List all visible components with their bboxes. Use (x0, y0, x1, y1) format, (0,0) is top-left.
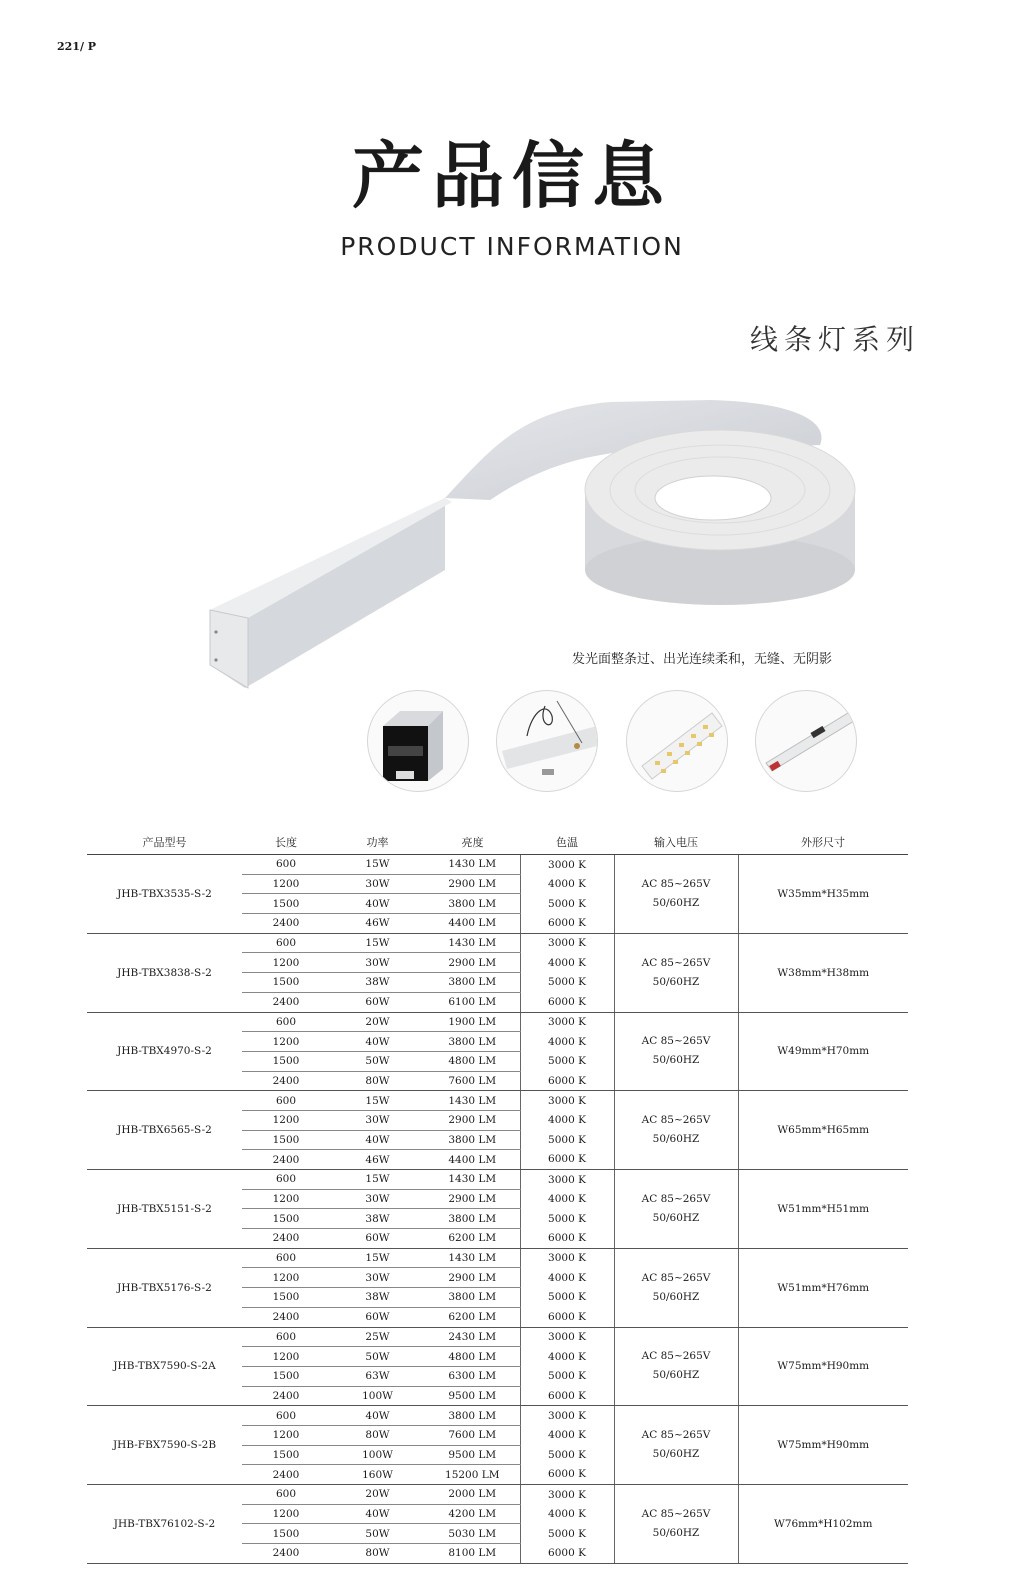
voltage-range: AC 85~265V (641, 1350, 711, 1363)
header-color-temp: 色温 (520, 830, 614, 855)
flux-cell: 3800 LM (425, 894, 520, 914)
model-cell: JHB-TBX6565-S-2 (87, 1091, 242, 1170)
dimensions-cell: W49mm*H70mm (738, 1012, 908, 1091)
power-cell: 25W (330, 1327, 425, 1347)
color-temp-cell: 4000 K (520, 1110, 614, 1130)
flux-cell: 15200 LM (425, 1465, 520, 1485)
page-number: 221/ P (57, 40, 97, 53)
flux-cell: 8100 LM (425, 1544, 520, 1564)
color-temp-cell: 5000 K (520, 1524, 614, 1544)
color-temp-cell: 6000 K (520, 1386, 614, 1406)
spec-table-header (87, 830, 908, 855)
power-cell: 15W (330, 855, 425, 875)
model-cell: JHB-TBX3838-S-2 (87, 933, 242, 1012)
dimensions-cell: W35mm*H35mm (738, 855, 908, 934)
power-cell: 40W (330, 894, 425, 914)
color-temp-cell: 3000 K (520, 1248, 614, 1268)
table-row (87, 855, 908, 875)
flux-cell: 2900 LM (425, 953, 520, 973)
flux-cell: 1430 LM (425, 933, 520, 953)
model-cell: JHB-FBX7590-S-2B (87, 1406, 242, 1485)
table-row (87, 1091, 908, 1111)
voltage-frequency: 50/60HZ (652, 1290, 700, 1303)
flux-cell: 6100 LM (425, 992, 520, 1012)
color-temp-cell: 3000 K (520, 1091, 614, 1111)
color-temp-cell: 5000 K (520, 1288, 614, 1308)
model-cell: JHB-TBX3535-S-2 (87, 855, 242, 934)
flux-cell: 2900 LM (425, 1189, 520, 1209)
voltage-range: AC 85~265V (641, 1271, 711, 1284)
length-cell: 2400 (242, 1229, 330, 1249)
table-row (87, 1012, 908, 1032)
color-temp-cell: 3000 K (520, 1327, 614, 1347)
model-cell: JHB-TBX7590-S-2A (87, 1327, 242, 1406)
power-cell: 46W (330, 914, 425, 934)
voltage-range: AC 85~265V (641, 877, 711, 890)
length-cell: 2400 (242, 1071, 330, 1091)
dimensions-cell: W75mm*H90mm (738, 1327, 908, 1406)
color-temp-cell: 5000 K (520, 1209, 614, 1229)
power-cell: 20W (330, 1485, 425, 1505)
flux-cell: 7600 LM (425, 1071, 520, 1091)
length-cell: 1500 (242, 1366, 330, 1386)
color-temp-cell: 3000 K (520, 855, 614, 875)
color-temp-cell: 5000 K (520, 1051, 614, 1071)
dimensions-cell: W76mm*H102mm (738, 1485, 908, 1564)
power-cell: 30W (330, 874, 425, 894)
flux-cell: 5030 LM (425, 1524, 520, 1544)
power-cell: 15W (330, 1091, 425, 1111)
power-cell: 15W (330, 1248, 425, 1268)
model-cell: JHB-TBX4970-S-2 (87, 1012, 242, 1091)
length-cell: 1500 (242, 1445, 330, 1465)
color-temp-cell: 3000 K (520, 1406, 614, 1426)
color-temp-cell: 6000 K (520, 1071, 614, 1091)
color-temp-cell: 5000 K (520, 973, 614, 993)
length-cell: 1200 (242, 1110, 330, 1130)
length-cell: 1500 (242, 1051, 330, 1071)
length-cell: 2400 (242, 1386, 330, 1406)
flux-cell: 2900 LM (425, 1268, 520, 1288)
dimensions-cell: W51mm*H76mm (738, 1248, 908, 1327)
power-cell: 38W (330, 973, 425, 993)
power-cell: 46W (330, 1150, 425, 1170)
power-cell: 38W (330, 1209, 425, 1229)
table-row (87, 1327, 908, 1347)
flux-cell: 1430 LM (425, 855, 520, 875)
flux-cell: 1430 LM (425, 1091, 520, 1111)
flux-cell: 9500 LM (425, 1445, 520, 1465)
flux-cell: 2900 LM (425, 874, 520, 894)
power-cell: 160W (330, 1465, 425, 1485)
power-cell: 40W (330, 1130, 425, 1150)
table-row (87, 1248, 908, 1268)
color-temp-cell: 4000 K (520, 1425, 614, 1445)
power-cell: 100W (330, 1386, 425, 1406)
model-cell: JHB-TBX76102-S-2 (87, 1485, 242, 1564)
length-cell: 1500 (242, 1288, 330, 1308)
table-row (87, 1406, 908, 1426)
voltage-frequency: 50/60HZ (652, 975, 700, 988)
header-length: 长度 (242, 830, 330, 855)
color-temp-cell: 3000 K (520, 933, 614, 953)
color-temp-cell: 5000 K (520, 1130, 614, 1150)
voltage-cell (614, 1170, 738, 1249)
table-row (87, 933, 908, 953)
length-cell: 600 (242, 1091, 330, 1111)
power-cell: 63W (330, 1366, 425, 1386)
voltage-cell (614, 1406, 738, 1485)
power-cell: 60W (330, 1307, 425, 1327)
driver-power-image (755, 690, 857, 792)
power-cell: 30W (330, 1268, 425, 1288)
length-cell: 2400 (242, 1150, 330, 1170)
color-temp-cell: 5000 K (520, 1366, 614, 1386)
power-cell: 60W (330, 992, 425, 1012)
length-cell: 2400 (242, 914, 330, 934)
voltage-range: AC 85~265V (641, 1114, 711, 1127)
power-cell: 50W (330, 1524, 425, 1544)
power-cell: 60W (330, 1229, 425, 1249)
flux-cell: 4800 LM (425, 1051, 520, 1071)
flux-cell: 2430 LM (425, 1327, 520, 1347)
color-temp-cell: 4000 K (520, 1268, 614, 1288)
color-temp-cell: 6000 K (520, 914, 614, 934)
header-luminous-flux: 亮度 (425, 830, 520, 855)
header-model: 产品型号 (87, 830, 242, 855)
length-cell: 1200 (242, 1268, 330, 1288)
power-cell: 100W (330, 1445, 425, 1465)
length-cell: 1200 (242, 1425, 330, 1445)
color-temp-cell: 4000 K (520, 1189, 614, 1209)
length-cell: 600 (242, 1170, 330, 1190)
power-cell: 50W (330, 1347, 425, 1367)
power-cell: 30W (330, 1110, 425, 1130)
length-cell: 1500 (242, 1130, 330, 1150)
dimensions-cell: W65mm*H65mm (738, 1091, 908, 1170)
flux-cell: 3800 LM (425, 1288, 520, 1308)
flux-cell: 6200 LM (425, 1307, 520, 1327)
flux-cell: 3800 LM (425, 1032, 520, 1052)
voltage-frequency: 50/60HZ (652, 1448, 700, 1461)
color-temp-cell: 5000 K (520, 894, 614, 914)
voltage-frequency: 50/60HZ (652, 1369, 700, 1382)
length-cell: 600 (242, 1327, 330, 1347)
flux-cell: 4400 LM (425, 914, 520, 934)
model-cell: JHB-TBX5176-S-2 (87, 1248, 242, 1327)
voltage-range: AC 85~265V (641, 1429, 711, 1442)
power-cell: 30W (330, 953, 425, 973)
voltage-range: AC 85~265V (641, 1035, 711, 1048)
color-temp-cell: 6000 K (520, 992, 614, 1012)
led-board-image (626, 690, 728, 792)
voltage-cell (614, 1012, 738, 1091)
color-temp-cell: 6000 K (520, 1465, 614, 1485)
length-cell: 1200 (242, 874, 330, 894)
length-cell: 600 (242, 1248, 330, 1268)
profile-section-image (367, 690, 469, 792)
color-temp-cell: 6000 K (520, 1307, 614, 1327)
voltage-cell (614, 855, 738, 934)
flux-cell: 1430 LM (425, 1248, 520, 1268)
length-cell: 600 (242, 933, 330, 953)
power-cell: 80W (330, 1544, 425, 1564)
length-cell: 2400 (242, 1465, 330, 1485)
length-cell: 1200 (242, 1189, 330, 1209)
flux-cell: 3800 LM (425, 1130, 520, 1150)
length-cell: 1200 (242, 1504, 330, 1524)
flux-cell: 4800 LM (425, 1347, 520, 1367)
spec-table (87, 830, 908, 1564)
length-cell: 1500 (242, 894, 330, 914)
page-subtitle: PRODUCT INFORMATION (340, 232, 684, 261)
table-row (87, 1485, 908, 1505)
power-cell: 20W (330, 1012, 425, 1032)
voltage-cell (614, 1485, 738, 1564)
color-temp-cell: 3000 K (520, 1012, 614, 1032)
flux-cell: 7600 LM (425, 1425, 520, 1445)
flux-cell: 3800 LM (425, 973, 520, 993)
power-cell: 30W (330, 1189, 425, 1209)
length-cell: 600 (242, 855, 330, 875)
color-temp-cell: 6000 K (520, 1544, 614, 1564)
flux-cell: 6300 LM (425, 1366, 520, 1386)
header-input-voltage: 输入电压 (614, 830, 738, 855)
power-cell: 50W (330, 1051, 425, 1071)
dimensions-cell: W38mm*H38mm (738, 933, 908, 1012)
length-cell: 2400 (242, 1307, 330, 1327)
dimensions-cell: W75mm*H90mm (738, 1406, 908, 1485)
color-temp-cell: 6000 K (520, 1150, 614, 1170)
color-temp-cell: 4000 K (520, 1032, 614, 1052)
power-cell: 80W (330, 1071, 425, 1091)
flux-cell: 9500 LM (425, 1386, 520, 1406)
voltage-range: AC 85~265V (641, 956, 711, 969)
voltage-frequency: 50/60HZ (652, 1054, 700, 1067)
color-temp-cell: 4000 K (520, 1504, 614, 1524)
flux-cell: 2900 LM (425, 1110, 520, 1130)
flux-cell: 6200 LM (425, 1229, 520, 1249)
power-cell: 38W (330, 1288, 425, 1308)
voltage-frequency: 50/60HZ (652, 1526, 700, 1539)
flux-cell: 2000 LM (425, 1485, 520, 1505)
length-cell: 2400 (242, 992, 330, 1012)
power-cell: 80W (330, 1425, 425, 1445)
power-cell: 15W (330, 1170, 425, 1190)
voltage-range: AC 85~265V (641, 1507, 711, 1520)
color-temp-cell: 3000 K (520, 1170, 614, 1190)
flux-cell: 4200 LM (425, 1504, 520, 1524)
power-cell: 40W (330, 1032, 425, 1052)
voltage-cell (614, 933, 738, 1012)
table-row (87, 1170, 908, 1190)
length-cell: 1200 (242, 953, 330, 973)
color-temp-cell: 4000 K (520, 953, 614, 973)
flux-cell: 3800 LM (425, 1406, 520, 1426)
length-cell: 1500 (242, 1524, 330, 1544)
voltage-frequency: 50/60HZ (652, 1133, 700, 1146)
color-temp-cell: 3000 K (520, 1485, 614, 1505)
voltage-cell (614, 1327, 738, 1406)
length-cell: 1500 (242, 1209, 330, 1229)
color-temp-cell: 5000 K (520, 1445, 614, 1465)
color-temp-cell: 6000 K (520, 1229, 614, 1249)
voltage-range: AC 85~265V (641, 1192, 711, 1205)
power-cell: 40W (330, 1504, 425, 1524)
length-cell: 1200 (242, 1347, 330, 1367)
length-cell: 1200 (242, 1032, 330, 1052)
color-temp-cell: 4000 K (520, 874, 614, 894)
model-cell: JHB-TBX5151-S-2 (87, 1170, 242, 1249)
length-cell: 600 (242, 1012, 330, 1032)
feature-caption: 发光面整条过、出光连续柔和，无缝、无阴影 (572, 652, 833, 667)
length-cell: 600 (242, 1406, 330, 1426)
flux-cell: 3800 LM (425, 1209, 520, 1229)
dimensions-cell: W51mm*H51mm (738, 1170, 908, 1249)
flux-cell: 4400 LM (425, 1150, 520, 1170)
voltage-frequency: 50/60HZ (652, 896, 700, 909)
voltage-frequency: 50/60HZ (652, 1211, 700, 1224)
header-dimensions: 外形尺寸 (738, 830, 908, 855)
page-title: 产品信息 (351, 134, 672, 218)
flux-cell: 1430 LM (425, 1170, 520, 1190)
voltage-cell (614, 1248, 738, 1327)
length-cell: 2400 (242, 1544, 330, 1564)
color-temp-cell: 4000 K (520, 1347, 614, 1367)
header-power: 功率 (330, 830, 425, 855)
length-cell: 600 (242, 1485, 330, 1505)
suspension-cable-image (496, 690, 598, 792)
voltage-cell (614, 1091, 738, 1170)
power-cell: 15W (330, 933, 425, 953)
power-cell: 40W (330, 1406, 425, 1426)
length-cell: 1500 (242, 973, 330, 993)
series-name: 线条灯系列 (749, 323, 920, 356)
flux-cell: 1900 LM (425, 1012, 520, 1032)
